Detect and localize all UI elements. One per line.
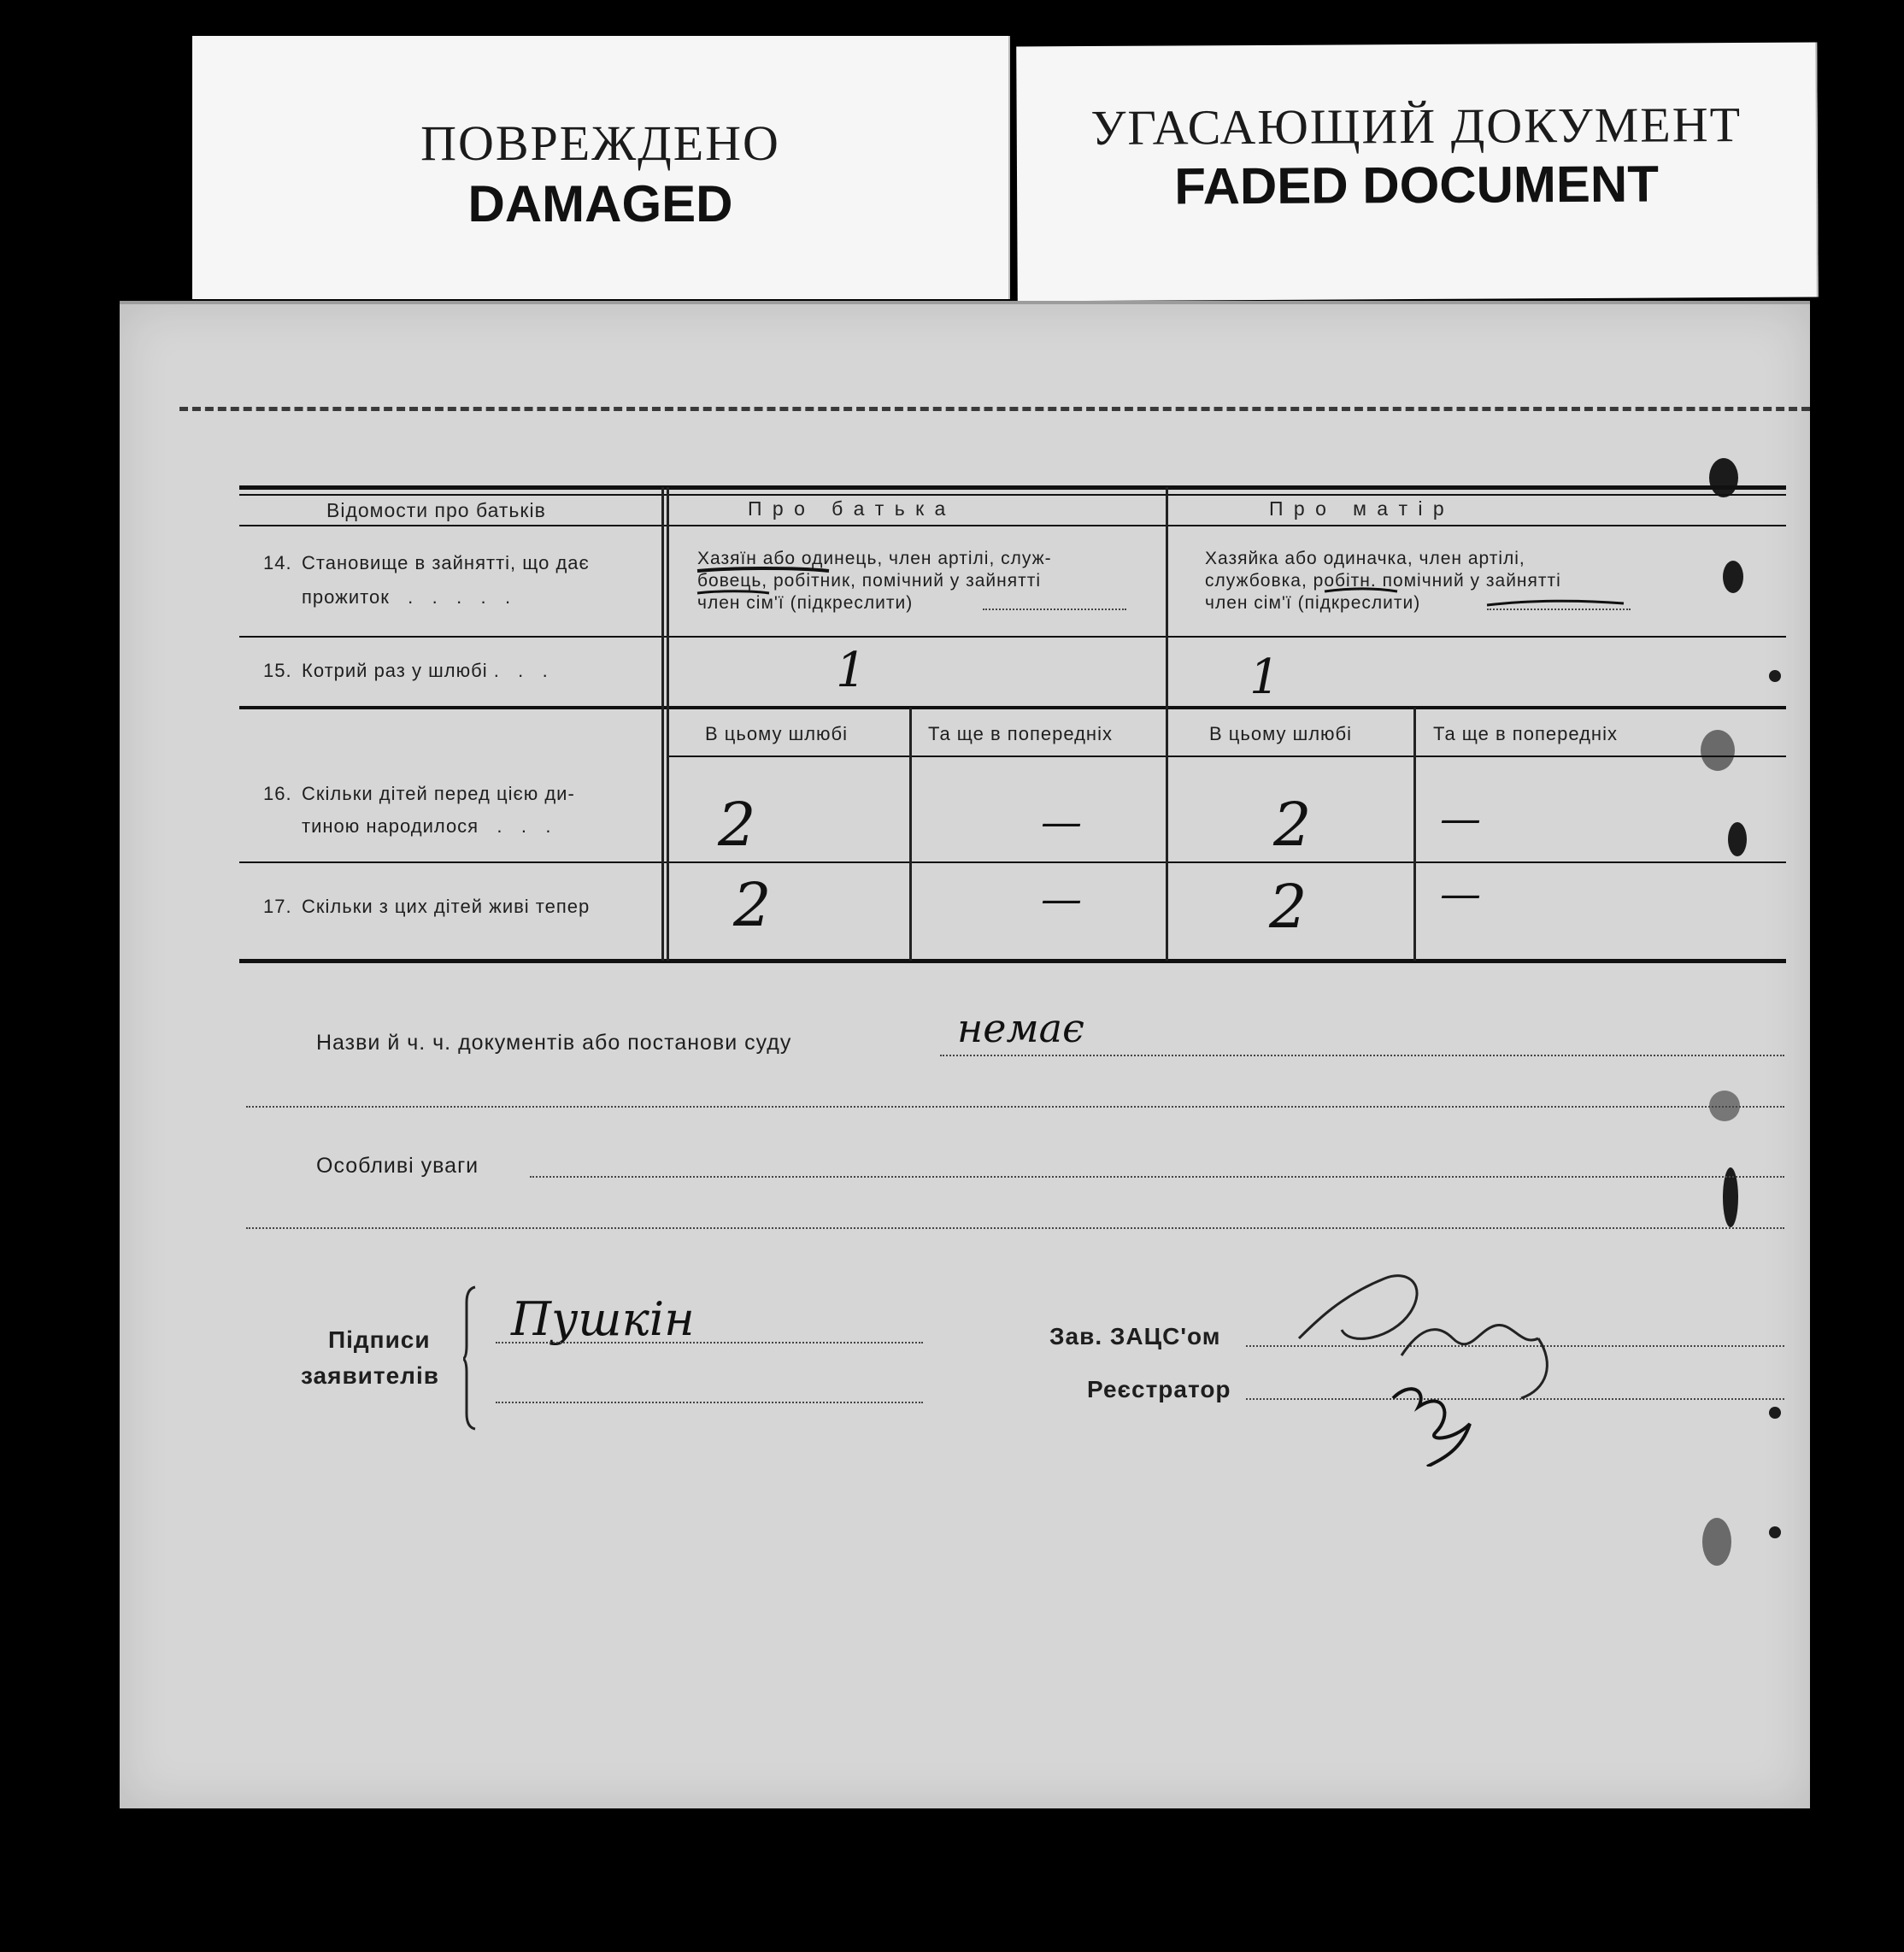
documents-dotline bbox=[940, 1055, 1784, 1056]
table-bottom-rule bbox=[239, 959, 1786, 963]
applicants-label-1: Підписи bbox=[328, 1326, 431, 1353]
subheader-rule bbox=[667, 756, 1786, 757]
row15-label: Котрий раз у шлюбі . . . bbox=[302, 660, 549, 681]
row14-father-2: бовець, робітник, помічний у зайнятті bbox=[697, 571, 1042, 591]
row17-mother-this: 2 bbox=[1269, 872, 1308, 942]
row14-mother-1: Хазяйка або одиначка, член артілі, bbox=[1205, 549, 1525, 568]
punch-hole bbox=[1702, 1518, 1731, 1566]
row17-father-this: 2 bbox=[733, 870, 772, 940]
row14-mother-2: службовка, робітн. помічний у зайнятті bbox=[1205, 571, 1561, 591]
documents-dotline-2 bbox=[246, 1106, 1784, 1108]
header-info: Відомости про батьків bbox=[326, 499, 546, 521]
row14-label-2: прожиток . . . . . bbox=[302, 586, 512, 608]
document-sheet bbox=[120, 301, 1810, 1808]
row14-mother-3: член сім'ї (підкреслити) bbox=[1205, 593, 1421, 613]
applicant-sig-dotline-2 bbox=[496, 1402, 923, 1403]
row17-father-prev: — bbox=[1041, 875, 1082, 923]
head-signature bbox=[1265, 1227, 1572, 1467]
punch-hole bbox=[1769, 1407, 1781, 1419]
applicants-label-2: заявителів bbox=[301, 1362, 439, 1389]
row14-father-1: Хазяїн або одинець, член артілі, служ- bbox=[697, 549, 1052, 568]
head-label: Зав. ЗАЦС'ом bbox=[1049, 1323, 1221, 1349]
row17-label: Скільки з цих дітей живі тепер bbox=[302, 896, 591, 917]
row16-number: 16. bbox=[263, 783, 292, 804]
punch-hole bbox=[1701, 730, 1735, 771]
row14-number: 14. bbox=[263, 552, 292, 573]
punch-hole bbox=[1728, 822, 1747, 856]
row16-mother-this: 2 bbox=[1273, 790, 1312, 860]
subheader-mother-this: В цьому шлюбі bbox=[1209, 723, 1353, 744]
subheader-father-this: В цьому шлюбі bbox=[705, 723, 849, 744]
damaged-label-card bbox=[192, 36, 1010, 299]
faded-label-ru: УГАСАЮЩИЙ ДОКУМЕНТ bbox=[1090, 97, 1742, 156]
row16-label-1: Скільки дітей перед цією ди- bbox=[302, 783, 575, 804]
remarks-dotline bbox=[530, 1176, 1784, 1178]
subheader-father-prev: Та ще в попередніх bbox=[928, 723, 1113, 744]
damaged-label-en: DAMAGED bbox=[467, 175, 733, 232]
header-mother: П р о м а т і р bbox=[1269, 497, 1447, 520]
row17-number: 17. bbox=[263, 896, 292, 917]
faded-label-en: FADED DOCUMENT bbox=[1174, 155, 1660, 215]
applicant-sig-dotline-1 bbox=[496, 1342, 923, 1343]
faded-label-card bbox=[1016, 43, 1819, 302]
header-father: П р о б а т ь к а bbox=[748, 497, 949, 520]
row15-father-value: 1 bbox=[836, 643, 867, 698]
row-rule bbox=[239, 861, 1786, 863]
row16-father-prev: — bbox=[1041, 798, 1082, 846]
documents-label: Назви й ч. ч. документів або постанови суду bbox=[316, 1031, 792, 1055]
applicants-brace bbox=[463, 1285, 480, 1437]
row-rule-thick bbox=[239, 706, 1786, 709]
row15-mother-value: 1 bbox=[1249, 650, 1280, 705]
col-divider bbox=[909, 708, 912, 961]
punch-hole bbox=[1769, 1526, 1781, 1538]
row16-father-this: 2 bbox=[718, 790, 756, 860]
registrar-label: Реєстратор bbox=[1087, 1376, 1231, 1402]
row14-father-3: член сім'ї (підкреслити) bbox=[697, 593, 914, 613]
remarks-label: Особливі уваги bbox=[316, 1154, 479, 1178]
damaged-label-ru: ПОВРЕЖДЕНО bbox=[420, 115, 780, 171]
subheader-mother-prev: Та ще в попередніх bbox=[1433, 723, 1618, 744]
row16-mother-prev: — bbox=[1440, 795, 1481, 843]
handwritten-underlines bbox=[120, 304, 1810, 646]
row17-mother-prev: — bbox=[1440, 870, 1481, 918]
col-divider bbox=[1413, 708, 1416, 961]
punch-hole bbox=[1769, 670, 1781, 682]
row14-label-1: Становище в зайнятті, що дає bbox=[302, 552, 590, 573]
applicant-signature: Пушкін bbox=[511, 1292, 695, 1346]
documents-value: немає bbox=[957, 1005, 1084, 1051]
row15-number: 15. bbox=[263, 660, 292, 681]
brace-icon bbox=[463, 1285, 480, 1431]
row16-label-2: тиною народилося . . . bbox=[302, 815, 552, 837]
